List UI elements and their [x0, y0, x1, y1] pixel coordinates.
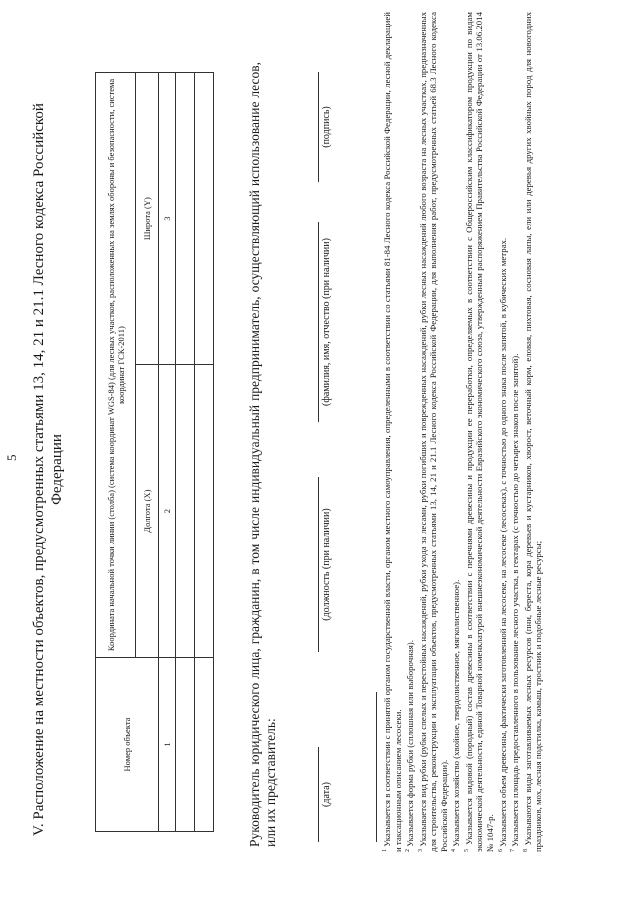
footnote-marker: 2 [405, 849, 412, 852]
footnote-text: Указывается площадь предоставленного в пользование лесного участка, в гектарах (с точностью до четырех знаков после запятой). [509, 353, 520, 849]
footnote [521, 12, 544, 852]
footnote-text: Указывается в соответствии с принятой органом государственной власти, органом местного самоуправления, определенными в соответствии со статьями 81-84 Лесного кодекса Российской Федерации, лесной декларацией и таксационным описанием лесосеки. [381, 12, 403, 852]
table-cell-empty [195, 365, 214, 658]
footnote-marker: 1 [382, 849, 388, 852]
footnote-text: Указывается форма рубки (сплошная или выборочная). [405, 640, 416, 849]
table-cell-empty [195, 73, 214, 365]
footnote [416, 12, 450, 852]
column-number-3: 3 [159, 73, 176, 365]
column-number-1: 1 [159, 658, 176, 832]
header-longitude: Долгота (X) [136, 365, 159, 658]
footnote-text: Указывается вид рубки (рубки спелых и перестойных насаждений, рубки ухода за лесами, рубки погибших и поврежденных насаждений, рубки лесных насаждений любого возраста на лесных участках, предназначенных для строительства, реконструкции и эксплуатации объектов, предусмотренных статьями 13, 14, 21 и 21.1 Лесного кодекса Российской Федерации, для выполнения работ, предусмотренных статьей 68.3 Лесного кодекса Российской Федерации). [417, 12, 449, 852]
footnote-text: Указывается хозяйство (хвойное, твердолиственное, мягколиственное). [451, 579, 462, 849]
table-cell-empty [176, 658, 195, 832]
footnote-text: Указываются виды заготавливаемых лесных ресурсов (пни, береста, кора деревьев и кустарников, хворост, веточный корм, еловая, пихтовая, сосновая лапы, ели или деревья других хвойных пород для новогодних праздников, мох, лесная подстилка, камыш, тростник и подобные лесные ресурсы; [522, 12, 544, 852]
position-line: (должность (при наличии) [318, 477, 332, 652]
footnote-marker: 6 [497, 849, 504, 852]
table-cell-empty [195, 658, 214, 832]
signature-line: (подпись) [318, 72, 332, 182]
footnote-text: Указывается видовой (породный) состав древесины в соответствии с перечнями древесины и продукции ее переработки, определяемых в соответствии с Общероссийским классификатором продукции по видам экономической деятельности, единой Товарной номенклатурой внешнеэкономической деятельности Евразийского экономического союза, утвержденным распоряжением Правительства Российской Федерации от 13.06.2014 № 1047-р. [463, 12, 495, 852]
footnote [403, 12, 416, 852]
table-cell-empty [176, 73, 195, 365]
column-number-2: 2 [159, 365, 176, 658]
footnote-divider [376, 692, 377, 842]
footnote-marker: 3 [417, 849, 424, 852]
header-coords: Координата начальной точки линии (столба) (система координат WGS-84) (для лесных участков, расположенных на землях обороны и безопасности, система координат ГСК-2011) [96, 73, 136, 658]
coordinates-table [95, 72, 214, 832]
signature-intro: Руководитель юридического лица, гражданин, в том числе индивидуальный предприниматель, осуществляющий использование лесов, или их представитель: [247, 62, 278, 847]
footnote [449, 12, 462, 852]
header-latitude: Широта (Y) [136, 73, 159, 365]
footnote-marker: 7 [510, 849, 517, 852]
section-title: V. Расположение на местности объектов, предусмотренных статьями 13, 14, 21 и 21.1 Лесного кодекса Российской Федерации [31, 103, 65, 836]
footnote-marker: 5 [463, 849, 470, 852]
name-line: (фамилия, имя, отчество (при наличии) [318, 222, 332, 422]
footnotes [380, 12, 544, 852]
footnote [380, 12, 403, 852]
footnote [496, 12, 509, 852]
footnote-marker: 4 [451, 849, 458, 852]
date-line: (дата) [318, 747, 332, 842]
footnote [508, 12, 521, 852]
footnote [462, 12, 496, 852]
footnote-marker: 8 [522, 849, 529, 852]
header-object-number: Номер объекта [96, 658, 159, 832]
table-cell-empty [176, 365, 195, 658]
footnote-text: Указывается объем древесины, фактически заготовленной на лесосеке, на лесосеке (лесосеках), с точностью до одного знака после запятой, в кубических метрах. [497, 237, 508, 849]
page-number: 5 [4, 454, 19, 461]
